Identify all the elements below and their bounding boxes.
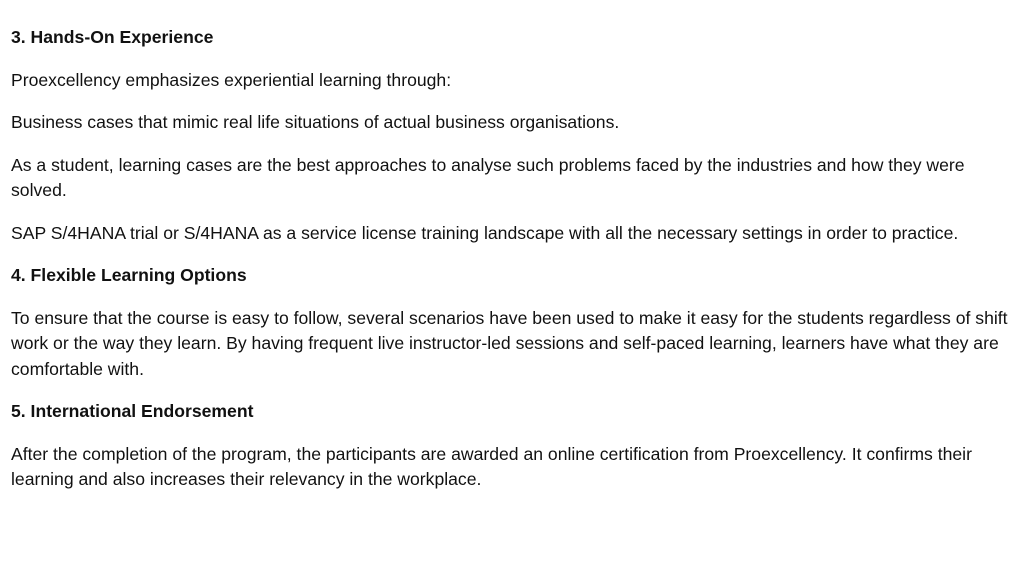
paragraph-business-cases: Business cases that mimic real life situations of actual business organisations. (11, 112, 620, 132)
paragraph-sap-landscape: SAP S/4HANA trial or S/4HANA as a service license training landscape with all the necessary settings in order to practice. (11, 222, 959, 243)
paragraph-learning-cases: As a student, learning cases are the best approaches to analyse such problems faced by the industries and how they were solved. (11, 154, 965, 200)
section-heading-hands-on: 3. Hands-On Experience (11, 27, 214, 47)
paragraph-flexible-options: To ensure that the course is easy to follow, several scenarios have been used to make it easy for the students regardless of shift work or the way they learn. By having frequent live instructor-led sessions and self-paced learning, learners have what they are comfortable with. (11, 307, 1008, 379)
section-heading-endorsement: 5. International Endorsement (11, 401, 254, 421)
section-heading-flexible: 4. Flexible Learning Options (11, 265, 247, 285)
paragraph-certification: After the completion of the program, the participants are awarded an online certification from Proexcellency. It confirms their learning and also increases their relevancy in the workplace. (11, 443, 972, 489)
paragraph-experiential-learning: Proexcellency emphasizes experiential learning through: (11, 69, 452, 90)
document-body (11, 25, 1019, 510)
